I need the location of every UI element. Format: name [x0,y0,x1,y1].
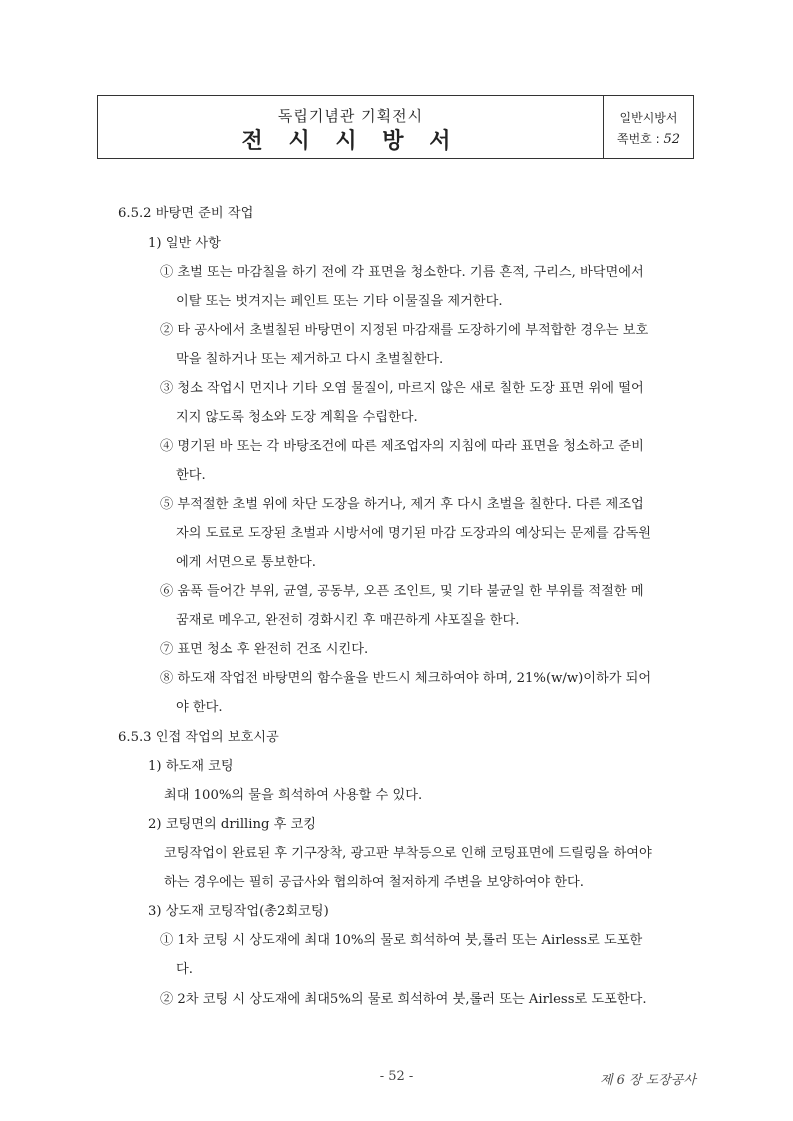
list-item-line: ⑦ 표면 청소 후 완전히 건조 시킨다. [160,642,369,657]
list-item-line: 꿈재로 메우고, 완전히 경화시킨 후 매끈하게 샤포질을 한다. [176,613,520,628]
subsection-heading: 2) 코팅면의 drilling 후 코킹 [148,817,317,832]
list-item-line: ⑤ 부적절한 초벌 위에 차단 도장을 하거나, 제거 후 다시 초벌을 칠한다. 다른 제조업 [160,497,644,512]
header-title-cell [98,96,604,158]
list-item-line: ⑥ 움푹 들어간 부위, 균열, 공동부, 오픈 조인트, 및 기타 불균일 한 부위를 적절한 메 [160,584,644,599]
list-item-line: 에게 서면으로 통보한다. [176,555,316,570]
section-heading-6-5-2: 6.5.2 바탕면 준비 작업 [118,206,254,221]
list-item-line: ② 2차 코팅 시 상도재에 최대5%의 물로 희석하여 붓,롤러 또는 Airless로 도포한다. [160,992,647,1007]
list-item-line: ① 초벌 또는 마감칠을 하기 전에 각 표면을 청소한다. 기름 흔적, 구리스, 바닥면에서 [160,265,644,280]
list-item-line: 자의 도료로 도장된 초벌과 시방서에 명기된 마감 도장과의 예상되는 문제를 감독원 [176,526,652,541]
list-item-line: 이탈 또는 벗겨지는 페인트 또는 기타 이물질을 제거한다. [176,294,503,309]
list-item-line: 한다. [176,468,206,483]
list-item-line: 야 한다. [176,700,223,715]
subsection-heading: 1) 하도재 코팅 [148,759,234,774]
header-title: 전 시 시 방 서 [241,129,460,154]
header-page-number [604,130,693,147]
header-info-cell [604,96,693,158]
header-subtitle: 독립기념관 기획전시 [277,107,424,125]
list-item-line: ④ 명기된 바 또는 각 바탕조건에 따른 제조업자의 지침에 따라 표면을 청소하고 준비 [160,439,644,454]
footer-chapter: 제 6 장 도장공사 [599,1073,696,1088]
paragraph-line: 하는 경우에는 필히 공급사와 협의하여 철저하게 주변을 보양하여야 한다. [164,875,584,890]
section-heading-6-5-3: 6.5.3 인접 작업의 보호시공 [118,730,279,745]
paragraph-line: 코팅작업이 완료된 후 기구장착, 광고판 부착등으로 인해 코팅표면에 드릴링을 하여야 [164,846,652,861]
list-item-line: 막을 칠하거나 또는 제거하고 다시 초벌칠한다. [176,352,444,367]
document-header [97,95,694,159]
list-item-line: 지지 않도록 청소와 도장 계획을 수립한다. [176,410,418,425]
list-item-line: 다. [176,962,193,977]
list-item-line: ③ 청소 작업시 먼지나 기타 오염 물질이, 마르지 않은 새로 칠한 도장 표면 위에 떨어 [160,381,644,396]
list-item-line: ⑧ 하도재 작업전 바탕면의 함수율을 반드시 체크하여야 하며, 21%(w/w)이하가 되어 [160,671,652,686]
page-label: 쪽번호 : [617,132,664,146]
list-item-line: ② 타 공사에서 초벌칠된 바탕면이 지정된 마감재를 도장하기에 부적합한 경우는 보호 [160,323,649,338]
header-doc-type: 일반시방서 [619,111,678,125]
subsection-heading: 1) 일반 사항 [148,236,221,251]
footer-page-number: - 52 - [379,1069,414,1084]
paragraph-line: 최대 100%의 물을 희석하여 사용할 수 있다. [164,788,423,803]
subsection-heading: 3) 상도재 코팅작업(총2회코팅) [148,904,329,919]
page-number-value: 52 [663,132,680,147]
list-item-line: ① 1차 코팅 시 상도재에 최대 10%의 물로 희석하여 붓,롤러 또는 Airless로 도포한 [160,933,643,948]
